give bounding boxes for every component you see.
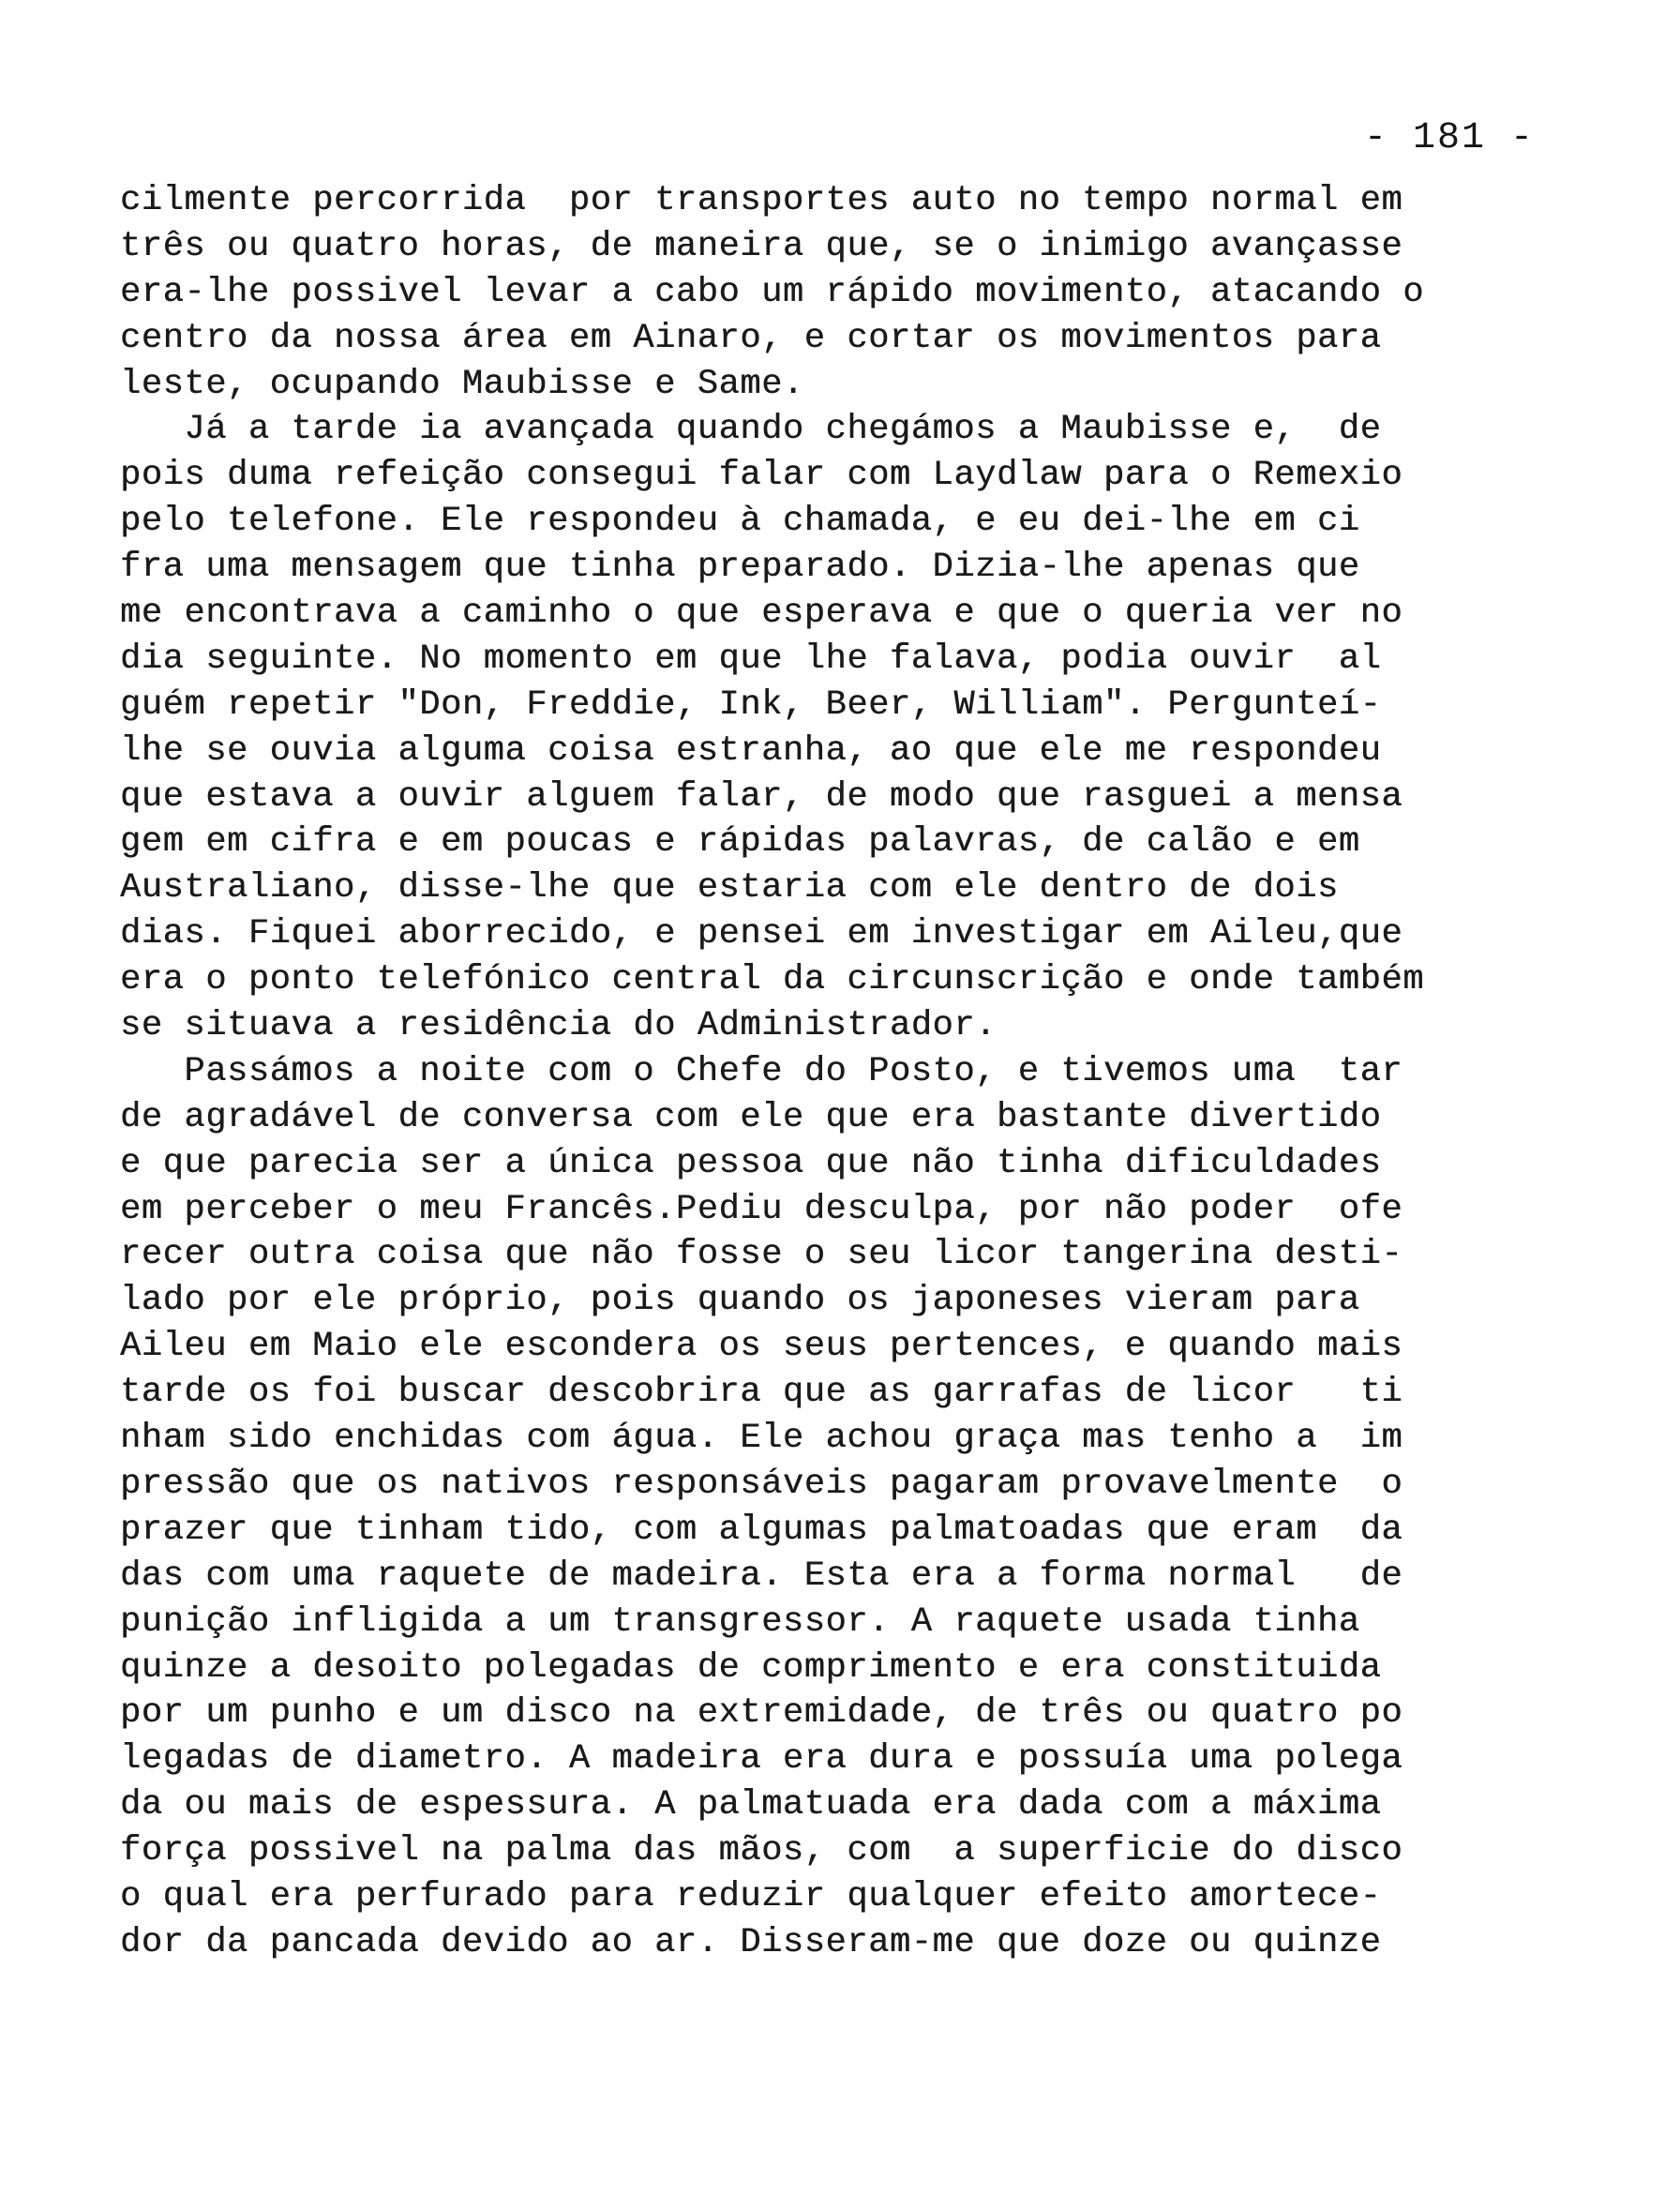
text-line: leste, ocupando Maubisse e Same. bbox=[120, 364, 804, 404]
text-line: por um punho e um disco na extremidade, de três ou quatro po bbox=[120, 1693, 1403, 1734]
page-number: - 181 - bbox=[1364, 117, 1536, 159]
text-line: dor da pancada devido ao ar. Disseram-me que doze ou quinze bbox=[120, 1922, 1382, 1962]
text-line: pressão que os nativos responsáveis pagaram provavelmente o bbox=[120, 1464, 1403, 1504]
text-line: das com uma raquete de madeira. Esta era a forma normal de bbox=[120, 1555, 1403, 1596]
text-line: gem em cifra e em poucas e rápidas palavras, de calão e em bbox=[120, 822, 1360, 863]
text-line: me encontrava a caminho o que esperava e que o queria ver no bbox=[120, 594, 1403, 634]
text-line: dia seguinte. No momento em que lhe falava, podia ouvir al bbox=[120, 639, 1382, 679]
text-line: pelo telefone. Ele respondeu à chamada, e eu dei-lhe em ci bbox=[120, 502, 1360, 542]
text-line: Já a tarde ia avançada quando chegámos a Maubisse e, de bbox=[120, 410, 1382, 450]
text-line: quinze a desoito polegadas de comprimento e era constituida bbox=[120, 1647, 1382, 1688]
text-line: nham sido enchidas com água. Ele achou graça mas tenho a im bbox=[120, 1419, 1403, 1459]
text-line: três ou quatro horas, de maneira que, se o inimigo avançasse bbox=[120, 226, 1403, 266]
text-line: Passámos a noite com o Chefe do Posto, e tivemos uma tar bbox=[120, 1051, 1403, 1091]
text-line: lado por ele próprio, pois quando os japoneses vieram para bbox=[120, 1281, 1360, 1321]
text-line: e que parecia ser a única pessoa que não tinha dificuldades bbox=[120, 1143, 1382, 1183]
body-text bbox=[120, 178, 1545, 1966]
text-line: força possivel na palma das mãos, com a superficie do disco bbox=[120, 1831, 1403, 1871]
text-line: pois duma refeição consegui falar com Laydlaw para o Remexio bbox=[120, 456, 1403, 496]
text-line: que estava a ouvir alguem falar, de modo que rasguei a mensa bbox=[120, 776, 1403, 817]
text-line: se situava a residência do Administrador. bbox=[120, 1006, 997, 1046]
text-line: recer outra coisa que não fosse o seu licor tangerina desti- bbox=[120, 1235, 1403, 1275]
text-line: lhe se ouvia alguma coisa estranha, ao que ele me respondeu bbox=[120, 730, 1382, 771]
text-line: o qual era perfurado para reduzir qualquer efeito amortece- bbox=[120, 1876, 1382, 1916]
text-line: punição infligida a um transgressor. A raquete usada tinha bbox=[120, 1601, 1360, 1642]
text-line: Aileu em Maio ele escondera os seus pertences, e quando mais bbox=[120, 1327, 1403, 1367]
text-line: era o ponto telefónico central da circunscrição e onde também bbox=[120, 960, 1425, 1000]
text-line: legadas de diametro. A madeira era dura e possuía uma polega bbox=[120, 1739, 1403, 1780]
text-line: tarde os foi buscar descobrira que as garrafas de licor ti bbox=[120, 1373, 1403, 1413]
text-line: Australiano, disse-lhe que estaria com ele dentro de dois bbox=[120, 868, 1339, 909]
text-line: prazer que tinham tido, com algumas palmatoadas que eram da bbox=[120, 1510, 1403, 1550]
text-line: dias. Fiquei aborrecido, e pensei em investigar em Aileu,que bbox=[120, 914, 1403, 954]
text-line: em perceber o meu Francês.Pediu desculpa, por não poder ofe bbox=[120, 1189, 1403, 1229]
text-line: guém repetir "Don, Freddie, Ink, Beer, William". Pergunteí- bbox=[120, 684, 1382, 725]
text-line: centro da nossa área em Ainaro, e cortar os movimentos para bbox=[120, 318, 1382, 358]
text-line: era-lhe possivel levar a cabo um rápido movimento, atacando o bbox=[120, 272, 1425, 312]
text-line: de agradável de conversa com ele que era bastante divertido bbox=[120, 1097, 1382, 1137]
text-line: fra uma mensagem que tinha preparado. Dizia-lhe apenas que bbox=[120, 548, 1360, 588]
text-line: da ou mais de espessura. A palmatuada era dada com a máxima bbox=[120, 1785, 1382, 1826]
text-line: cilmente percorrida por transportes auto no tempo normal em bbox=[120, 181, 1403, 220]
